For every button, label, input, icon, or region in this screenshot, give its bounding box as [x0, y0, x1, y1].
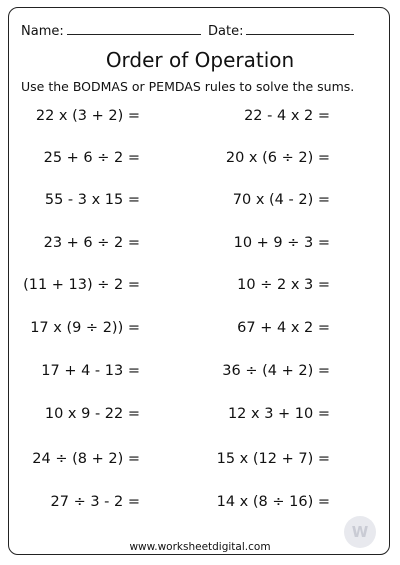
problem: 10 x 9 - 22 = — [44, 406, 140, 422]
worksheet-digital-logo-icon: W — [344, 516, 376, 548]
name-label: Name: — [21, 24, 64, 39]
problem: 14 x (8 ÷ 16) = — [216, 494, 330, 510]
problem: 36 ÷ (4 + 2) = — [222, 363, 330, 379]
problem: 23 + 6 ÷ 2 = — [43, 235, 140, 251]
problem: 27 ÷ 3 - 2 = — [50, 494, 140, 510]
problem: 10 ÷ 2 x 3 = — [237, 277, 330, 293]
problem: 10 + 9 ÷ 3 = — [233, 235, 330, 251]
problem: 20 x (6 ÷ 2) = — [225, 150, 330, 166]
problem: 12 x 3 + 10 = — [227, 406, 330, 422]
problem: 25 + 6 ÷ 2 = — [43, 150, 140, 166]
date-label: Date: — [208, 24, 244, 39]
problem: 55 - 3 x 15 = — [44, 192, 140, 208]
footer-url[interactable]: www.worksheetdigital.com — [129, 541, 271, 553]
problem: 22 x (3 + 2) = — [35, 108, 140, 124]
problem: 17 + 4 - 13 = — [41, 363, 140, 379]
name-line[interactable] — [67, 22, 201, 35]
problem: (11 + 13) ÷ 2 = — [23, 277, 140, 293]
page-title: Order of Operation — [105, 48, 295, 72]
problem: 24 ÷ (8 + 2) = — [32, 451, 140, 467]
date-field — [208, 22, 354, 39]
date-line[interactable] — [246, 22, 354, 35]
name-field — [21, 22, 201, 39]
problem: 70 x (4 - 2) = — [232, 192, 330, 208]
problem: 22 - 4 x 2 = — [244, 108, 330, 124]
problem: 15 x (12 + 7) = — [216, 451, 330, 467]
problem: 17 x (9 ÷ 2)) = — [30, 320, 140, 336]
instructions: Use the BODMAS or PEMDAS rules to solve the sums. — [21, 79, 355, 94]
problem: 67 + 4 x 2 = — [237, 320, 330, 336]
